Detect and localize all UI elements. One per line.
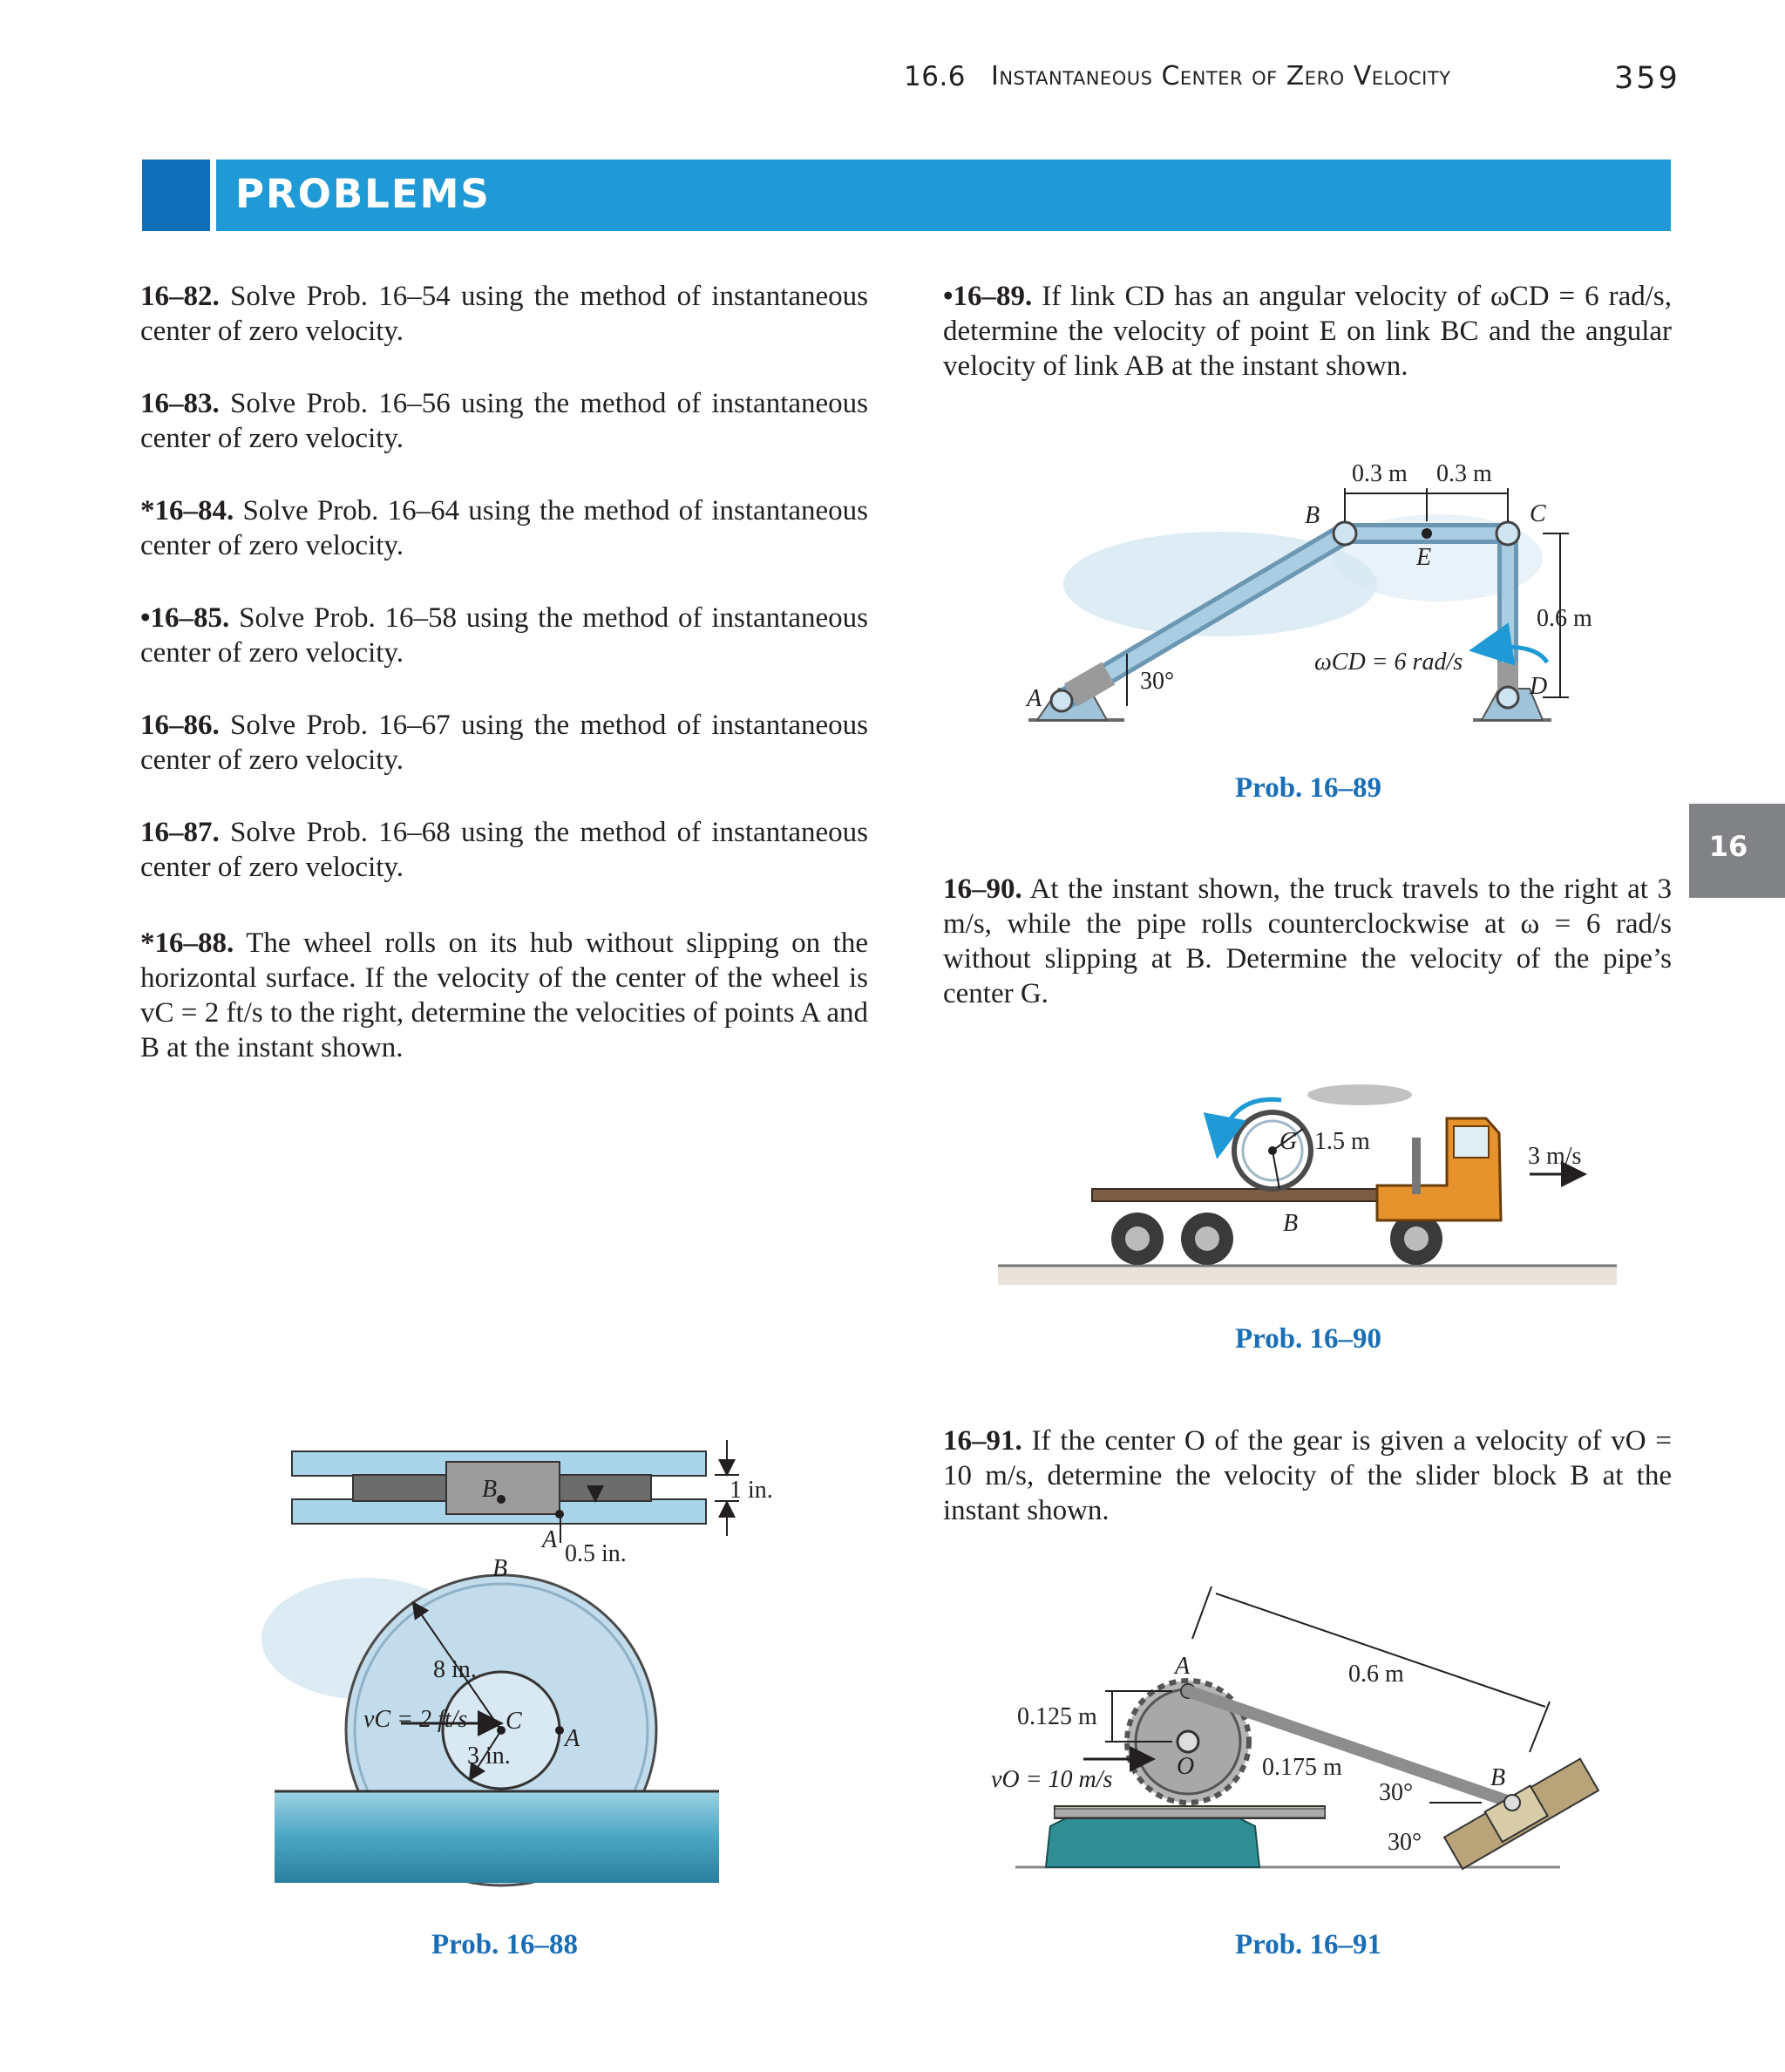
label-B: B	[1490, 1764, 1506, 1791]
dim-0-6m: 0.6 m	[1537, 605, 1592, 632]
dim-0-3m-right: 0.3 m	[1436, 460, 1492, 487]
label-G: G	[1279, 1128, 1298, 1155]
problem-text: Solve Prob. 16–68 using the method of instantaneous center of zero velocity.	[140, 817, 868, 883]
dim-0-175m: 0.175 m	[1262, 1754, 1342, 1781]
problem-number: •16–89.	[943, 281, 1033, 312]
problem-text: At the instant shown, the truck travels to the right at 3 m/s, while the pipe rolls counterclockwise at ω = 6 rad/s without slipping at B. Determine the velocity of the pipe’s center G.	[943, 873, 1672, 1009]
banner-title: PROBLEMS	[235, 171, 491, 217]
problem-number: 16–87.	[140, 817, 220, 848]
label-B: B	[492, 1555, 508, 1582]
dim-0-6m: 0.6 m	[1348, 1661, 1404, 1688]
vo-label: vO = 10 m/s	[991, 1766, 1113, 1793]
problem-text: Solve Prob. 16–58 using the method of instantaneous center of zero velocity.	[140, 602, 868, 669]
label-C: C	[1530, 500, 1546, 527]
dim-0-125m: 0.125 m	[1017, 1703, 1097, 1730]
problem-text: If link CD has an angular velocity of ωCD = 6 rad/s, determine the velocity of point E on link BC and the angular velocity of link AB at the instant shown.	[943, 281, 1672, 382]
problem-number: *16–88.	[140, 927, 234, 959]
problem-number: •16–85.	[140, 602, 230, 634]
dim-0-5in: 0.5 in.	[565, 1540, 627, 1567]
caption-prob-16-89: Prob. 16–89	[1235, 772, 1382, 804]
label-B: B	[1283, 1210, 1299, 1237]
caption-prob-16-91: Prob. 16–91	[1235, 1929, 1382, 1960]
label-B-topview: B	[482, 1476, 498, 1503]
label-D: D	[1530, 673, 1548, 700]
dim-3in: 3 in.	[467, 1743, 511, 1770]
problem-text: Solve Prob. 16–67 using the method of instantaneous center of zero velocity.	[140, 710, 868, 776]
label-A-topview: A	[542, 1526, 558, 1553]
dim-0-3m-left: 0.3 m	[1352, 460, 1408, 487]
figure-16-88	[261, 1440, 773, 1885]
label-B: B	[1305, 502, 1320, 529]
chapter-tab-label: 16	[1708, 830, 1748, 863]
label-E: E	[1416, 544, 1432, 571]
problem-number: 16–83.	[140, 388, 220, 419]
dim-1in: 1 in.	[730, 1477, 773, 1504]
problem-text: The wheel rolls on its hub without slipping on the horizontal surface. If the velocity of the center of the wheel is vC = 2 ft/s to the right, determine the velocities of points A and B at the instant shown.	[140, 927, 869, 1063]
problem-text: Solve Prob. 16–54 using the method of instantaneous center of zero velocity.	[140, 281, 868, 347]
label-A: A	[565, 1725, 580, 1752]
label-C: C	[506, 1708, 522, 1735]
figure-16-89	[1025, 460, 1592, 720]
label-A: A	[1027, 685, 1042, 712]
angle-30-bottom: 30°	[1388, 1829, 1422, 1856]
dim-8in: 8 in.	[433, 1656, 477, 1683]
section-title: Instantaneous Center of Zero Velocity	[991, 61, 1451, 92]
section-number: 16.6	[904, 61, 967, 92]
vc-label: vC = 2 ft/s	[363, 1706, 468, 1733]
label-A: A	[1175, 1653, 1191, 1680]
caption-prob-16-88: Prob. 16–88	[431, 1929, 579, 1960]
problem-number: 16–82.	[140, 281, 220, 312]
problem-text: Solve Prob. 16–56 using the method of instantaneous center of zero velocity.	[140, 388, 868, 454]
problem-text: If the center O of the gear is given a velocity of vO = 10 m/s, determine the velocity of the slider block B at the instant shown.	[943, 1425, 1672, 1526]
problem-number: 16–90.	[943, 873, 1022, 905]
figure-16-90	[998, 1084, 1617, 1285]
truck-speed: 3 m/s	[1528, 1143, 1582, 1170]
problem-number: *16–84.	[140, 495, 234, 526]
label-O: O	[1177, 1753, 1195, 1780]
omega-cd-label: ωCD = 6 rad/s	[1314, 649, 1463, 676]
angle-30-top: 30°	[1379, 1779, 1414, 1806]
figure-16-91	[991, 1586, 1598, 1869]
caption-prob-16-90: Prob. 16–90	[1235, 1323, 1382, 1355]
problem-text: Solve Prob. 16–64 using the method of instantaneous center of zero velocity.	[140, 495, 868, 561]
angle-30: 30°	[1140, 668, 1175, 695]
page-number: 359	[1614, 61, 1680, 96]
problem-number: 16–91.	[943, 1425, 1022, 1457]
dim-1-5m: 1.5 m	[1314, 1128, 1370, 1155]
problem-number: 16–86.	[140, 710, 220, 741]
